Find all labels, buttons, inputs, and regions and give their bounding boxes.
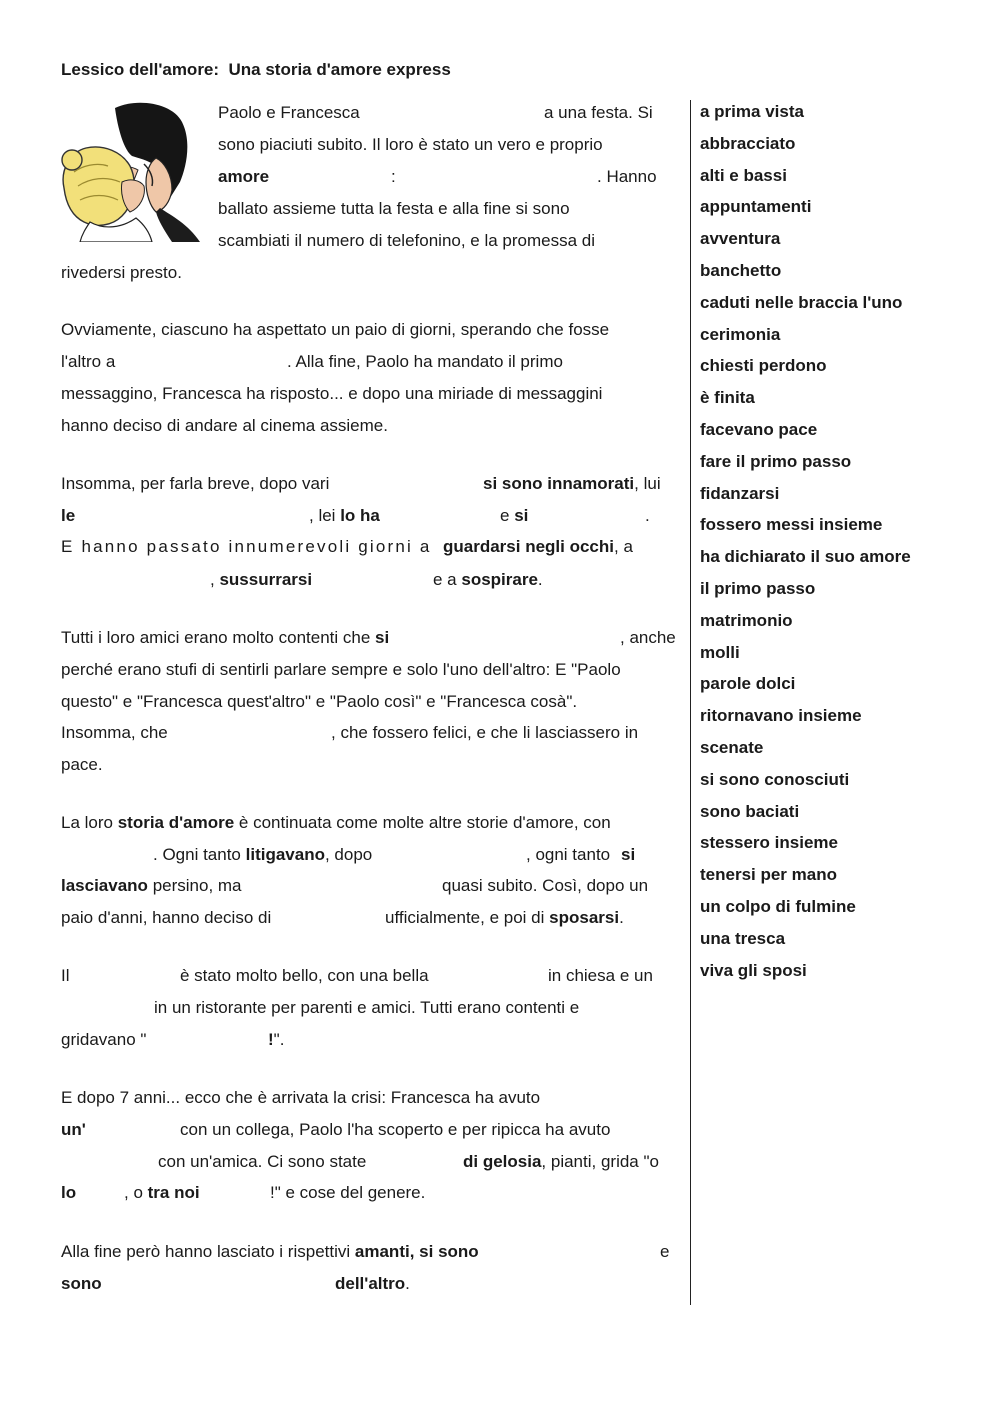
word-bank-item[interactable]: appuntamenti <box>700 197 812 217</box>
couple-kissing-illustration <box>60 100 205 242</box>
text-line: . Alla fine, Paolo ha mandato il primo <box>287 352 563 371</box>
text-line: in un ristorante per parenti e amici. Tutti erano contenti e <box>154 998 580 1017</box>
word-bank-item[interactable]: caduti nelle braccia l'uno <box>700 292 903 312</box>
text-line: di gelosia, pianti, grida "o <box>463 1152 659 1171</box>
text-line: si sono innamorati, lui <box>483 474 661 493</box>
text-line: e si <box>500 506 529 525</box>
text-line: messaggino, Francesca ha risposto... e dopo una miriade di messaggini <box>61 384 603 403</box>
word-bank <box>700 102 911 992</box>
word-bank-item[interactable]: sono baciati <box>700 801 800 821</box>
word-bank-item[interactable]: si sono conosciuti <box>700 769 850 789</box>
word-bank-item[interactable]: stessero insieme <box>700 833 838 853</box>
text-line: rivedersi presto. <box>61 263 182 282</box>
word-bank-item[interactable]: il primo passo <box>700 578 816 598</box>
text-line: . Ogni tanto litigavano, dopo <box>153 845 373 864</box>
text-line: Paolo e Francesca <box>218 103 360 122</box>
text-line: con un collega, Paolo l'ha scoperto e per ripicca ha avuto <box>180 1120 611 1139</box>
column-divider <box>690 100 691 1305</box>
text-line: è stato molto bello, con una bella <box>180 966 429 985</box>
text-line: Insomma, per farla breve, dopo vari <box>61 474 330 493</box>
text-line: La loro storia d'amore è continuata come molte altre storie d'amore, con <box>61 813 611 832</box>
word-bank-item[interactable]: cerimonia <box>700 324 781 344</box>
text-line: scambiati il numero di telefonino, e la promessa di <box>218 231 596 250</box>
text-line: perché erano stufi di sentirli parlare sempre e solo l'uno dell'altro: E "Paolo <box>61 660 621 679</box>
text-line: E hanno passato innumerevoli giorni a <box>61 537 432 556</box>
text-line: E dopo 7 anni... ecco che è arrivata la crisi: Francesca ha avuto <box>61 1088 541 1107</box>
word-bank-item[interactable]: una tresca <box>700 928 786 948</box>
word-bank-item[interactable]: viva gli sposi <box>700 960 807 980</box>
text-line: e a sospirare. <box>433 570 543 589</box>
text-line: amore <box>218 167 270 186</box>
text-line: Alla fine però hanno lasciato i rispettivi amanti, si sono <box>61 1242 479 1261</box>
text-line: , che fossero felici, e che li lasciassero in <box>331 723 639 742</box>
text-line: dell'altro. <box>335 1274 410 1293</box>
text-line: ballato assieme tutta la festa e alla fine si sono <box>218 199 570 218</box>
word-bank-item[interactable]: molli <box>700 642 740 662</box>
word-bank-item[interactable]: alti e bassi <box>700 165 787 185</box>
text-line: ufficialmente, e poi di sposarsi. <box>385 908 624 927</box>
text-line: hanno deciso di andare al cinema assieme. <box>61 416 388 435</box>
text-line: . Hanno <box>597 167 657 186</box>
text-line: gridavano " <box>61 1030 147 1049</box>
word-bank-item[interactable]: ha dichiarato il suo amore <box>700 547 911 567</box>
text-line: paio d'anni, hanno deciso di <box>61 908 272 927</box>
word-bank-item[interactable]: chiesti perdono <box>700 356 827 376</box>
text-line: con un'amica. Ci sono state <box>158 1152 367 1171</box>
text-line: questo" e "Francesca quest'altro" e "Paolo così" e "Francesca cosà". <box>61 692 578 711</box>
word-bank-item[interactable]: facevano pace <box>700 419 818 439</box>
word-bank-item[interactable]: tenersi per mano <box>700 865 837 885</box>
word-bank-item[interactable]: fossero messi insieme <box>700 515 883 535</box>
text-line: : <box>391 167 396 186</box>
text-line: !" e cose del genere. <box>270 1183 426 1202</box>
text-line: , ogni tanto <box>526 845 611 864</box>
word-bank-item[interactable]: fidanzarsi <box>700 483 780 503</box>
word-bank-item[interactable]: parole dolci <box>700 674 796 694</box>
text-line: si <box>621 845 636 864</box>
word-bank-item[interactable]: banchetto <box>700 260 782 280</box>
text-line: Tutti i loro amici erano molto contenti che si <box>61 628 390 647</box>
text-line: guardarsi negli occhi, a <box>443 537 633 556</box>
text-line: , sussurrarsi <box>210 570 313 589</box>
text-line: lasciavano persino, ma <box>61 876 242 895</box>
word-bank-item[interactable]: abbracciato <box>700 133 796 153</box>
word-bank-item[interactable]: un colpo di fulmine <box>700 896 856 916</box>
text-line: sono <box>61 1274 102 1293</box>
text-line: l'altro a <box>61 352 116 371</box>
text-line: , lei lo ha <box>309 506 380 525</box>
text-line: Ovviamente, ciascuno ha aspettato un paio di giorni, sperando che fosse <box>61 320 610 339</box>
word-bank-item[interactable]: a prima vista <box>700 102 804 121</box>
text-line: , anche <box>620 628 676 647</box>
word-bank-item[interactable]: scenate <box>700 737 764 757</box>
text-line: quasi subito. Così, dopo un <box>442 876 649 895</box>
text-line: Insomma, che <box>61 723 168 742</box>
text-line: un' <box>61 1120 86 1139</box>
word-bank-item[interactable]: fare il primo passo <box>700 451 852 471</box>
word-bank-item[interactable]: è finita <box>700 388 755 408</box>
word-bank-item[interactable]: avventura <box>700 229 781 249</box>
text-line: , o tra noi <box>124 1183 200 1202</box>
word-bank-item[interactable]: matrimonio <box>700 610 793 630</box>
text-line: pace. <box>61 755 103 774</box>
text-line: lo <box>61 1183 77 1202</box>
text-line: in chiesa e un <box>548 966 653 985</box>
text-line: sono piaciuti subito. Il loro è stato un vero e proprio <box>218 135 603 154</box>
text-line: !". <box>268 1030 285 1049</box>
text-line: e <box>660 1242 670 1261</box>
page-title: Lessico dell'amore: Una storia d'amore express <box>61 60 451 79</box>
text-line: Il <box>61 966 70 985</box>
text-line: le <box>61 506 76 525</box>
text-line: a una festa. Si <box>544 103 653 122</box>
word-bank-item[interactable]: ritornavano insieme <box>700 706 862 726</box>
text-line: . <box>645 506 650 525</box>
